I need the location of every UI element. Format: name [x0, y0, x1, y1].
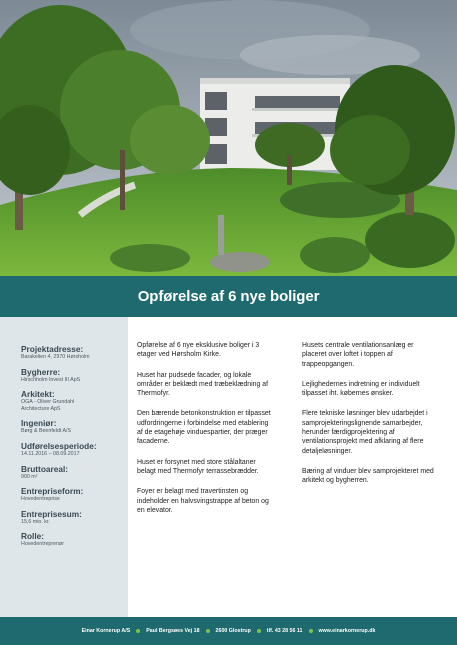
text-column-right: [302, 341, 439, 497]
title-band: [0, 276, 457, 317]
body-paragraph: Husets centrale ventilationsanlæg er placeret over loftet i toppen af trappeopgangen.: [302, 342, 414, 368]
fact-value: Architecture ApS: [21, 405, 61, 412]
footer-separator-dot: [206, 629, 210, 633]
footer-separator-dot: [136, 629, 140, 633]
fact-item: [21, 531, 128, 548]
fact-label: Entreprisesum:: [21, 508, 82, 519]
fact-item: [21, 441, 128, 458]
fact-label: Bruttoareal:: [21, 463, 69, 474]
facts-list: [21, 344, 128, 548]
footer-separator-dot: [257, 629, 261, 633]
fact-item: [21, 486, 128, 503]
fact-label: Bygherre:: [21, 366, 61, 377]
body-paragraph: Foyer er belagt med travertinsten og indeholder en halvsvingstrappe af beton og en elevator.: [137, 488, 269, 514]
fact-item: [21, 367, 128, 384]
page-title: Opførelse af 6 nye boliger: [137, 288, 320, 305]
fact-value: Barakelien 4, 2970 Hørsholm: [21, 354, 90, 360]
body-paragraph: Flere tekniske løsninger blev udarbejdet i samprojekteringslignende samarbejder, herunder færdigprojektering af ventilationsprojekt med afklaring af flere detaljeløsninger.: [302, 410, 428, 455]
footer-company: Einar Kornerup A/S: [81, 628, 131, 634]
body-paragraph: Opførelse af 6 nye eksklusive boliger i 3 etager ved Hørsholm Kirke.: [137, 342, 260, 359]
project-facts-sidebar: [0, 317, 128, 617]
fact-label: Entrepriseform:: [21, 486, 84, 497]
project-description: [128, 317, 457, 617]
fact-item: [21, 464, 128, 481]
body-paragraph: Den bærende betonkonstruktion er tilpasset udfordringerne i forbindelse med etablering af de etagehøje vinduespartier, der præger facaderne.: [137, 410, 271, 446]
text-column-left: [137, 341, 274, 526]
fact-item: [21, 344, 128, 361]
fact-value: 14.11.2016 – 08.09.2017: [21, 450, 80, 457]
footer-address: Paul Bergsøes Vej 18: [146, 628, 200, 634]
footer-website-link[interactable]: www.einarkornerup.dk: [318, 628, 376, 634]
fact-label: Arkitekt:: [21, 389, 55, 400]
fact-item: [21, 418, 128, 435]
footer-separator-dot: [309, 629, 313, 633]
footer: [0, 617, 457, 645]
project-photo: [0, 0, 457, 276]
body-paragraph: Huset er forsynet med store stålaltaner belagt med Thermofyr terrassebrædder.: [137, 458, 259, 475]
fact-label: Rolle:: [21, 531, 45, 542]
fact-value: Hirschholm Invest III ApS: [21, 376, 81, 383]
fact-label: Udførelsesperiode:: [21, 440, 97, 451]
fact-item: [21, 389, 128, 412]
footer-phone: tlf. 43 28 56 11: [266, 628, 303, 634]
fact-value: Hovedentreprise: [21, 496, 60, 503]
fact-value: OGA - Oliver Grundahl: [21, 399, 75, 406]
body-paragraph: Lejlighedernes indretning er individuelt tilpasset iht. købernes ønsker.: [302, 380, 420, 398]
footer-city: 2600 Glostrup: [215, 628, 251, 634]
fact-item: [21, 509, 128, 526]
body-paragraph: Huset har pudsede facader, og lokale områder er beklædt med træbeklædning af Thermofyr.: [137, 371, 268, 398]
body-paragraph: Bæring af vinduer blev samprojekteret med arkitekt og bygherren.: [302, 467, 434, 485]
fact-value: Børg & Beenfeldt A/S: [21, 428, 72, 435]
fact-value: Hovedentreprenør: [21, 541, 64, 548]
fact-value: 900 m²: [21, 473, 38, 480]
fact-value: 15,6 mio. kr.: [21, 518, 50, 525]
fact-label: Ingeniør:: [21, 418, 57, 429]
fact-label: Projektadresse:: [21, 344, 84, 354]
